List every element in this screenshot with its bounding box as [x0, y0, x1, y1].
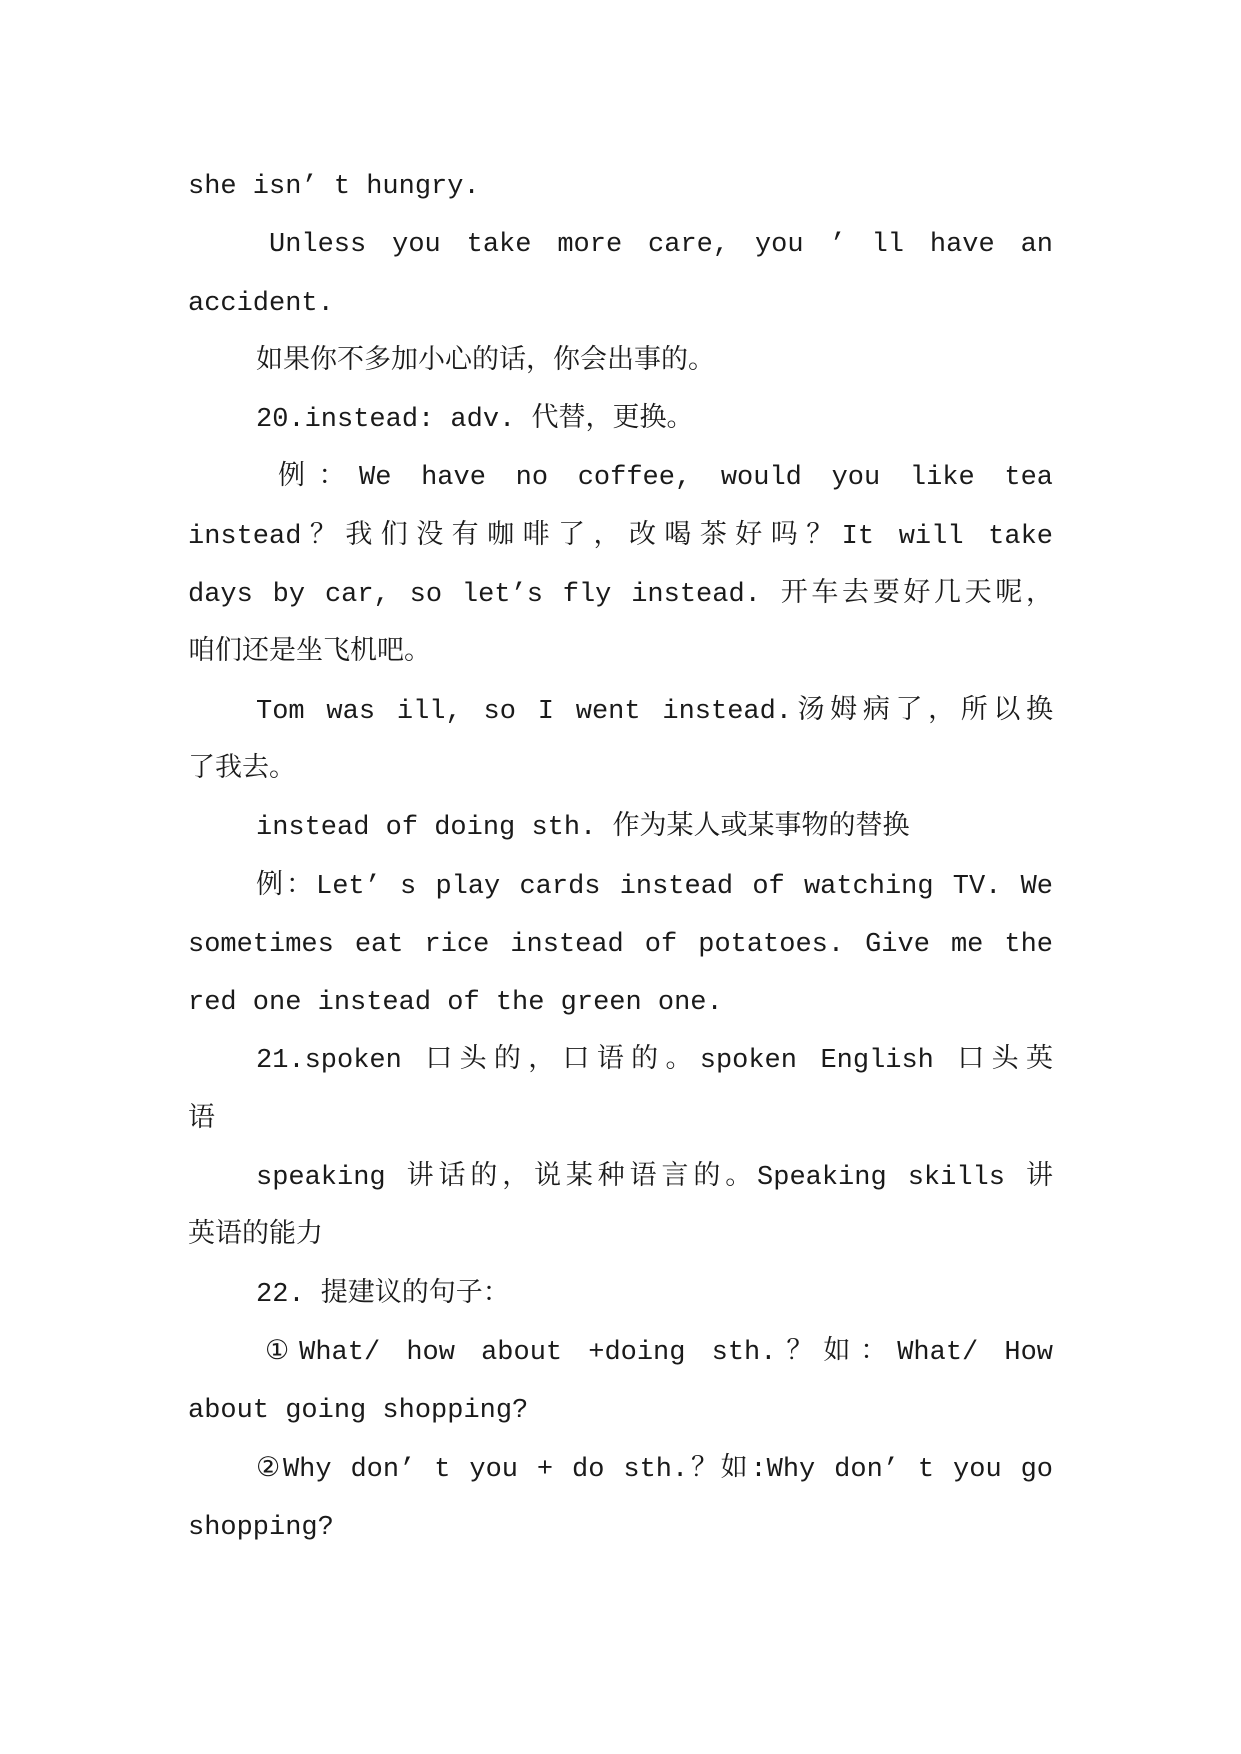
text-line: speaking 讲话的，说某种语言的。Speaking skills 讲 — [256, 1163, 1053, 1194]
text-line: about going shopping? — [188, 1396, 529, 1427]
text-line: instead of doing sth. 作为某人或某事物的替换 — [256, 813, 910, 844]
text-line: Unless you take more care, you ’ ll have an — [269, 230, 1053, 261]
document-body — [188, 158, 1053, 1557]
entry-heading-22: 22. 提建议的句子： — [256, 1279, 510, 1310]
entry-heading-21: 21.spoken 口头的，口语的。spoken English 口头英 — [256, 1046, 1053, 1077]
text-line: 英语的能力 — [188, 1221, 323, 1252]
text-line: instead？我们没有咖啡了，改喝茶好吗？It will take — [188, 521, 1053, 552]
text-line: ②Why don’ t you + do sth.？如:Why don’ t you go — [256, 1454, 1053, 1485]
text-line: 了我去。 — [188, 754, 296, 785]
text-line: 语 — [188, 1104, 215, 1135]
entry-heading-20: 20.instead: adv. 代替，更换。 — [256, 405, 694, 436]
text-line: 例：We have no coffee, would you like tea — [278, 463, 1053, 494]
text-line: 如果你不多加小心的话，你会出事的。 — [256, 346, 715, 377]
text-line: she isn’ t hungry. — [188, 172, 480, 202]
text-line: red one instead of the green one. — [188, 988, 723, 1019]
text-line: accident. — [188, 288, 334, 319]
text-line: 例：Let’ s play cards instead of watching TV. We — [256, 871, 1053, 902]
text-line: sometimes eat rice instead of potatoes. Give me the — [188, 929, 1053, 960]
text-line: 咱们还是坐飞机吧。 — [188, 638, 431, 669]
text-line: Tom was ill, so I went instead.汤姆病了，所以换 — [256, 696, 1053, 727]
text-line: shopping? — [188, 1512, 334, 1543]
text-line: days by car, so let’s fly instead. 开车去要好几天呢， — [188, 580, 1053, 611]
text-line: ①What/ how about +doing sth.？如：What/ How — [265, 1337, 1053, 1368]
